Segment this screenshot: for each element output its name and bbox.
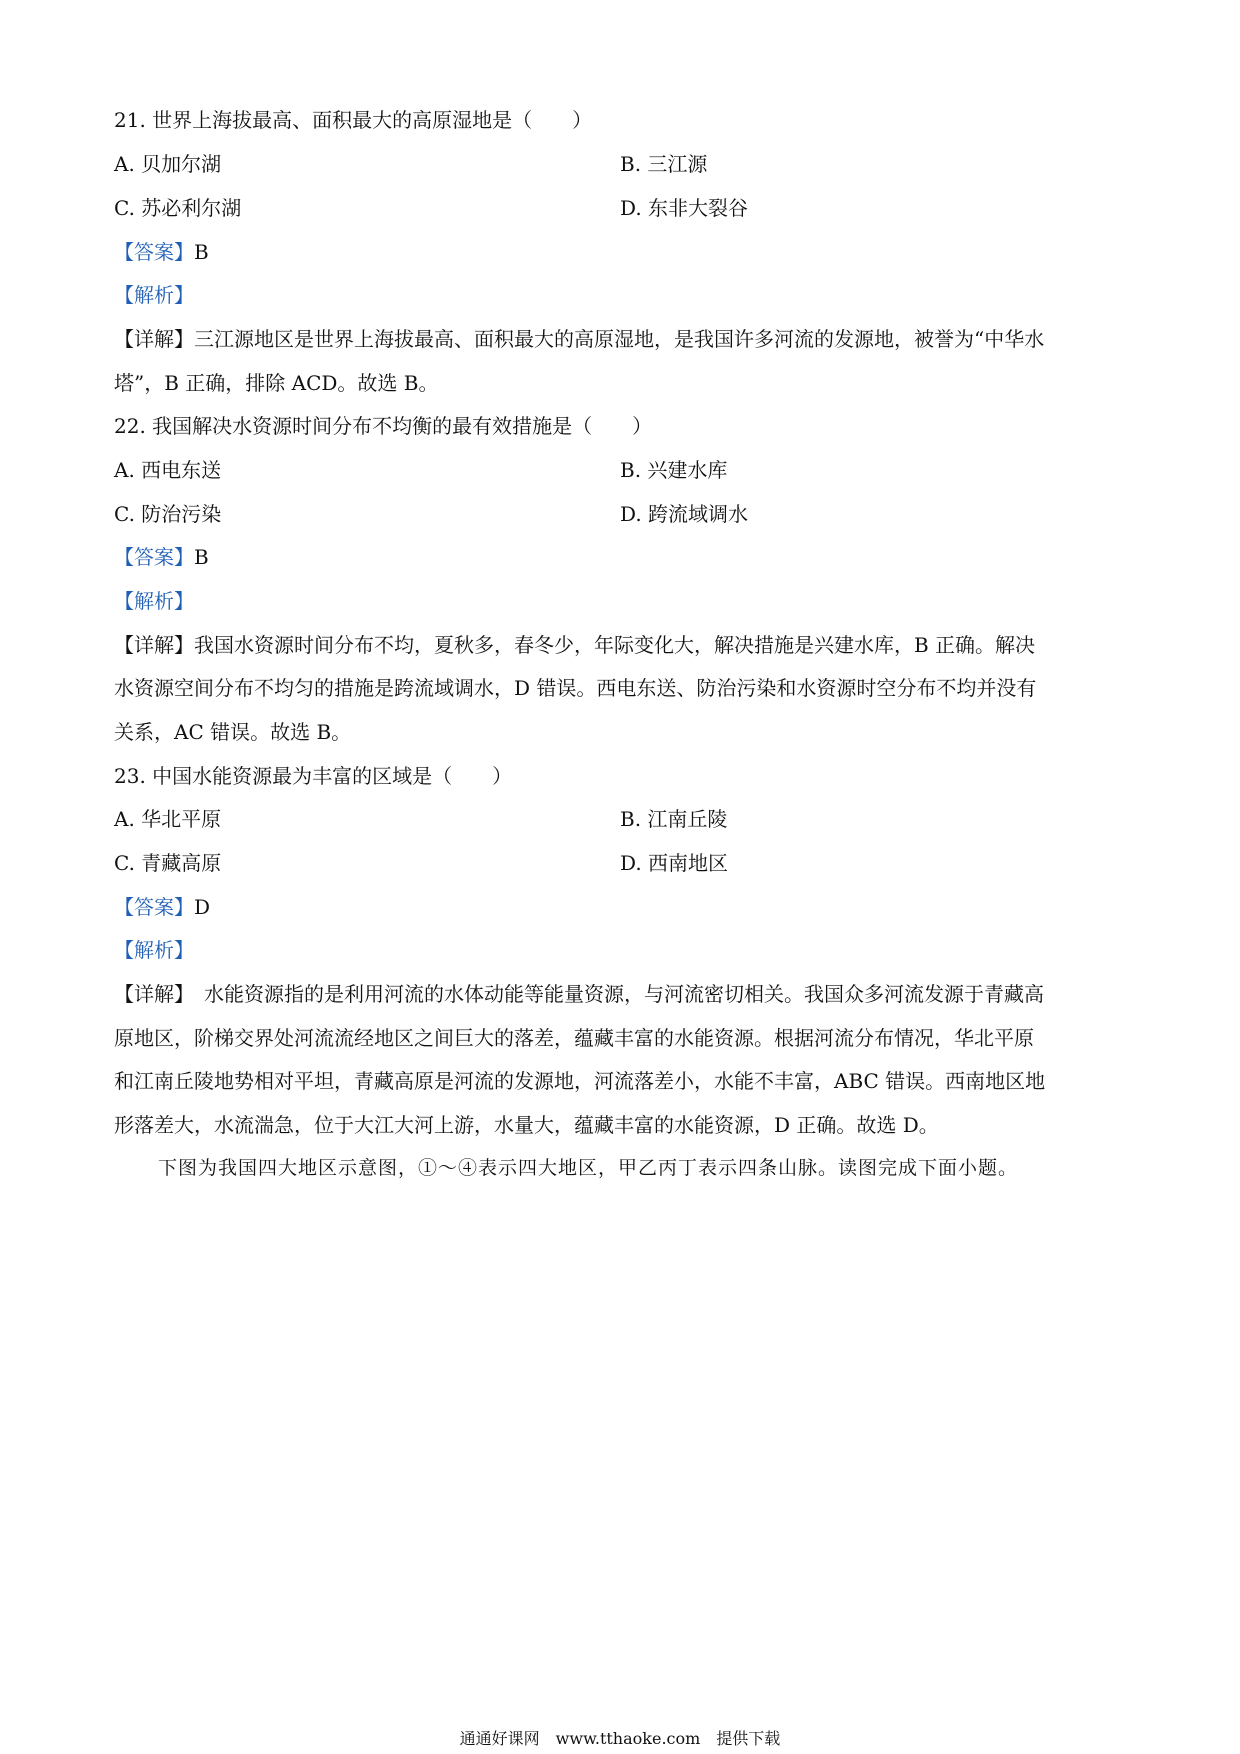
q23-analysis [114, 936, 194, 964]
q21-answer [114, 238, 209, 266]
q22-detail-line-3: 关系，AC 错误。故选 B。 [114, 720, 352, 744]
detail-label: 【详解】 [114, 633, 194, 657]
answer-value: B [194, 545, 209, 569]
q23-option-b: B. 江南丘陵 [620, 807, 728, 831]
question-23: 23. 中国水能资源最为丰富的区域是（ ） [114, 764, 513, 788]
q22-detail-line-2: 水资源空间分布不均匀的措施是跨流域调水，D 错误。西电东送、防治污染和水资源时空分布不均并没有 [114, 676, 1037, 700]
question-21: 21. 世界上海拔最高、面积最大的高原湿地是（ ） [114, 108, 593, 132]
detail-text: 三江源地区是世界上海拔最高、面积最大的高原湿地，是我国许多河流的发源地，被誉为“中华水 [194, 327, 1045, 351]
analysis-label: 【解析】 [114, 938, 194, 962]
q21-detail-line-1 [114, 325, 1044, 353]
q22-option-a: A. 西电东送 [114, 458, 222, 482]
map-question-intro: 下图为我国四大地区示意图，①～④表示四大地区，甲乙丙丁表示四条山脉。读图完成下面小题。 [158, 1157, 1019, 1179]
detail-text: 水能资源指的是利用河流的水体动能等能量资源，与河流密切相关。我国众多河流发源于青藏高 [184, 982, 1044, 1006]
q22-option-c: C. 防治污染 [114, 502, 222, 526]
q23-detail-line-2: 原地区，阶梯交界处河流流经地区之间巨大的落差，蕴藏丰富的水能资源。根据河流分布情况，华北平原 [114, 1026, 1034, 1050]
detail-text: 我国水资源时间分布不均，夏秋多，春冬少，年际变化大，解决措施是兴建水库，B 正确。解决 [194, 633, 1036, 657]
q22-option-b: B. 兴建水库 [620, 458, 728, 482]
q22-answer [114, 543, 209, 571]
q23-detail-line-4: 形落差大，水流湍急，位于大江大河上游，水量大，蕴藏丰富的水能资源，D 正确。故选 D。 [114, 1113, 939, 1137]
answer-label: 【答案】 [114, 240, 194, 264]
q23-option-a: A. 华北平原 [114, 807, 222, 831]
q22-detail-line-1 [114, 631, 1035, 659]
analysis-label: 【解析】 [114, 283, 194, 307]
q23-option-d: D. 西南地区 [620, 851, 729, 875]
q21-option-b: B. 三江源 [620, 152, 708, 176]
page-footer: 通通好课网 www.tthaoke.com 提供下载 [459, 1729, 781, 1748]
answer-value: B [194, 240, 209, 264]
q21-detail-line-2: 塔”，B 正确，排除 ACD。故选 B。 [114, 371, 439, 395]
q22-option-d: D. 跨流域调水 [620, 502, 749, 526]
q21-option-d: D. 东非大裂谷 [620, 196, 749, 220]
q23-detail-line-3: 和江南丘陵地势相对平坦，青藏高原是河流的发源地，河流落差小，水能不丰富，ABC 错误。西南地区地 [114, 1069, 1046, 1093]
question-22: 22. 我国解决水资源时间分布不均衡的最有效措施是（ ） [114, 414, 653, 438]
analysis-label: 【解析】 [114, 589, 194, 613]
q22-analysis [114, 587, 194, 615]
answer-label: 【答案】 [114, 545, 194, 569]
q23-answer [114, 893, 210, 921]
q23-detail-line-1 [114, 980, 1044, 1008]
q21-option-a: A. 贝加尔湖 [114, 152, 222, 176]
detail-label: 【详解】 [114, 327, 194, 351]
q21-analysis [114, 281, 194, 309]
q23-option-c: C. 青藏高原 [114, 851, 222, 875]
detail-label: 【详解】 [114, 982, 184, 1006]
answer-value: D [194, 895, 211, 919]
q21-option-c: C. 苏必利尔湖 [114, 196, 242, 220]
answer-label: 【答案】 [114, 895, 194, 919]
